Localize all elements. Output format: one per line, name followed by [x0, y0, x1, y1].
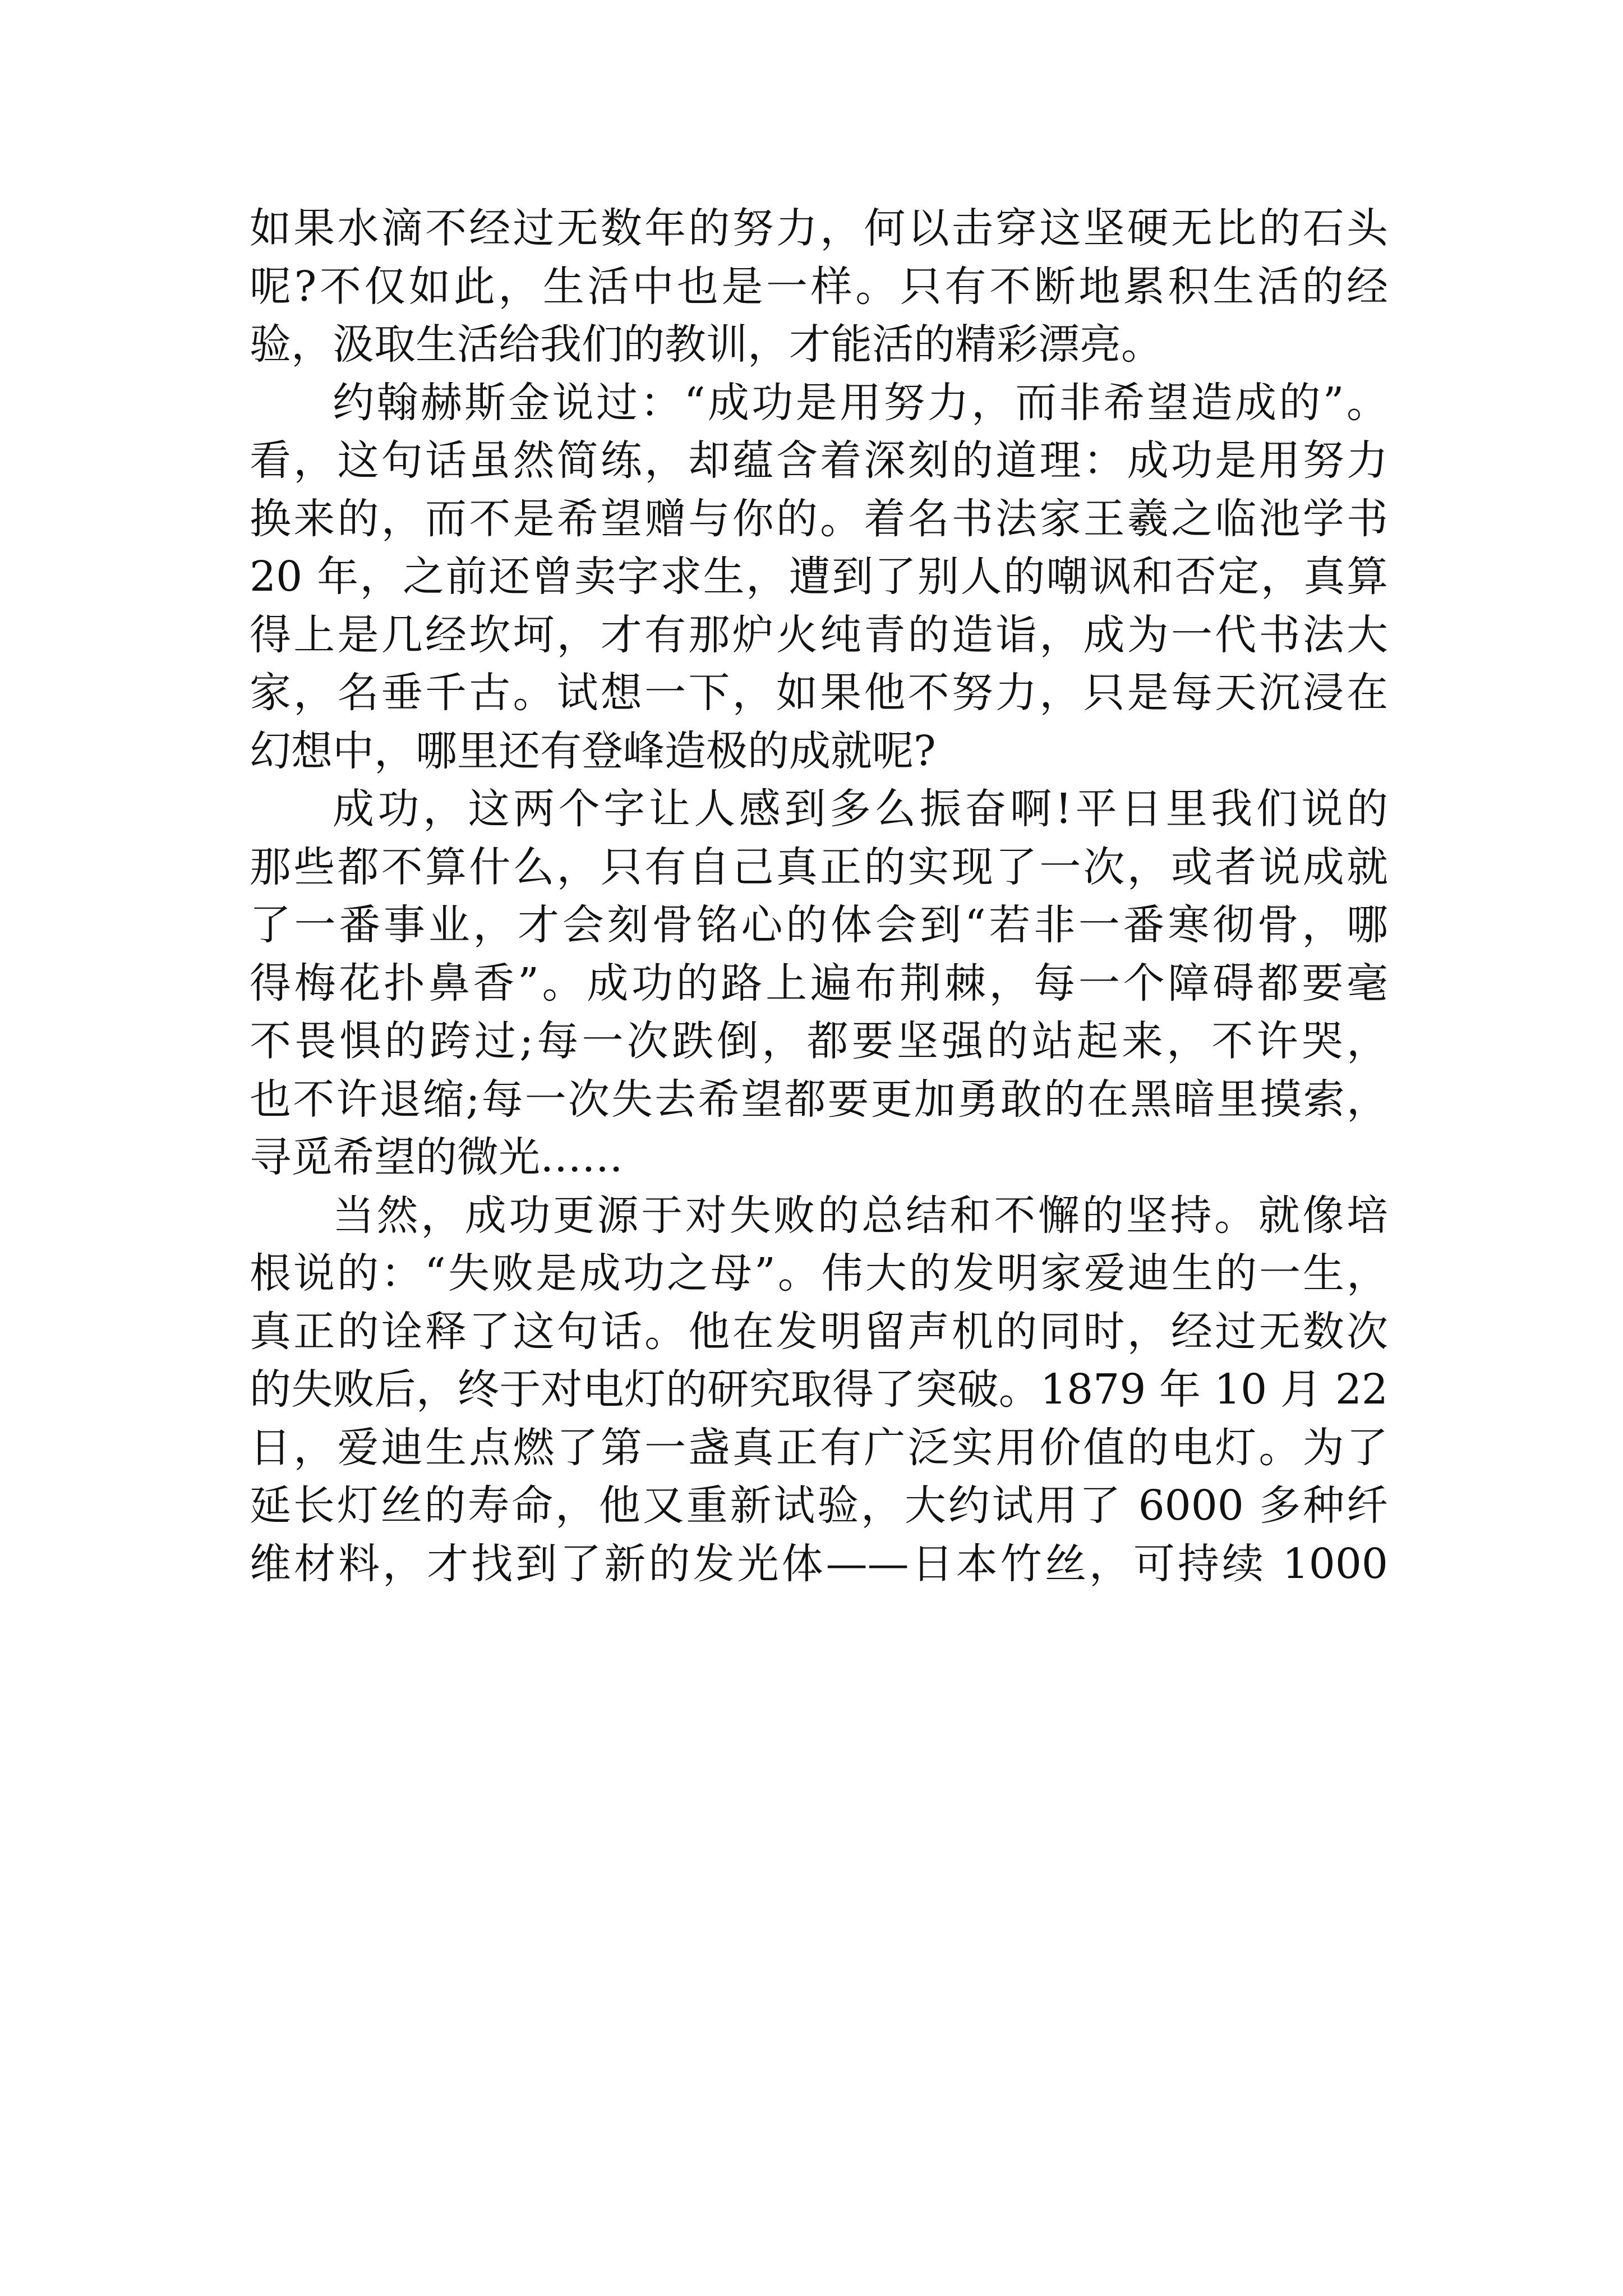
text-line: 看，这句话虽然简练，却蕴含着深刻的道理：成功是用努力: [250, 436, 1388, 485]
text-line: 幻想中，哪里还有登峰造极的成就呢?: [250, 726, 936, 775]
text-line: 也不许退缩;每一次失去希望都要更加勇敢的在黑暗里摸索，: [250, 1075, 1388, 1124]
text-line: 得梅花扑鼻香”。成功的路上遍布荆棘，每一个障碍都要毫: [250, 959, 1388, 1007]
text-line: 日，爱迪生点燃了第一盏真正有广泛实用价值的电灯。为了: [250, 1423, 1388, 1472]
text-line: 真正的诠释了这句话。他在发明留声机的同时，经过无数次: [250, 1307, 1388, 1356]
text-line: 20 年，之前还曾卖字求生，遭到了别人的嘲讽和否定，真算: [250, 553, 1388, 601]
text-line: 延长灯丝的寿命，他又重新试验，大约试用了 6000 多种纤: [250, 1481, 1388, 1530]
text-line: 呢?不仅如此，生活中也是一样。只有不断地累积生活的经: [250, 262, 1388, 311]
text-line: 的失败后，终于对电灯的研究取得了突破。1879 年 10 月 22: [250, 1365, 1388, 1414]
paragraph-first-line: 成功，这两个字让人感到多么振奋啊!平日里我们说的: [333, 785, 1388, 833]
text-line: 换来的，而不是希望赠与你的。着名书法家王羲之临池学书: [250, 494, 1388, 543]
text-line: 得上是几经坎坷，才有那炉火纯青的造诣，成为一代书法大: [250, 610, 1388, 659]
text-line: 那些都不算什么，只有自己真正的实现了一次，或者说成就: [250, 843, 1388, 891]
text-line: 验，汲取生活给我们的教训，才能活的精彩漂亮。: [250, 320, 1163, 369]
text-line: 根说的：“失败是成功之母”。伟大的发明家爱迪生的一生，: [250, 1249, 1388, 1297]
text-line: 不畏惧的跨过;每一次跌倒，都要坚强的站起来，不许哭，: [250, 1017, 1388, 1065]
paragraph-first-line: 当然，成功更源于对失败的总结和不懈的坚持。就像培: [333, 1191, 1388, 1240]
paragraph-first-line: 约翰赫斯金说过：“成功是用努力，而非希望造成的”。: [333, 378, 1388, 427]
text-line: 如果水滴不经过无数年的努力，何以击穿这坚硬无比的石头: [250, 204, 1388, 252]
body-text: [250, 200, 1388, 1593]
text-line: 维材料，才找到了新的发光体——日本竹丝，可持续 1000: [250, 1539, 1388, 1588]
text-line: 寻觅希望的微光……: [250, 1133, 623, 1181]
text-line: 家，名垂千古。试想一下，如果他不努力，只是每天沉浸在: [250, 669, 1388, 717]
text-line: 了一番事业，才会刻骨铭心的体会到“若非一番寒彻骨，哪: [250, 901, 1388, 949]
